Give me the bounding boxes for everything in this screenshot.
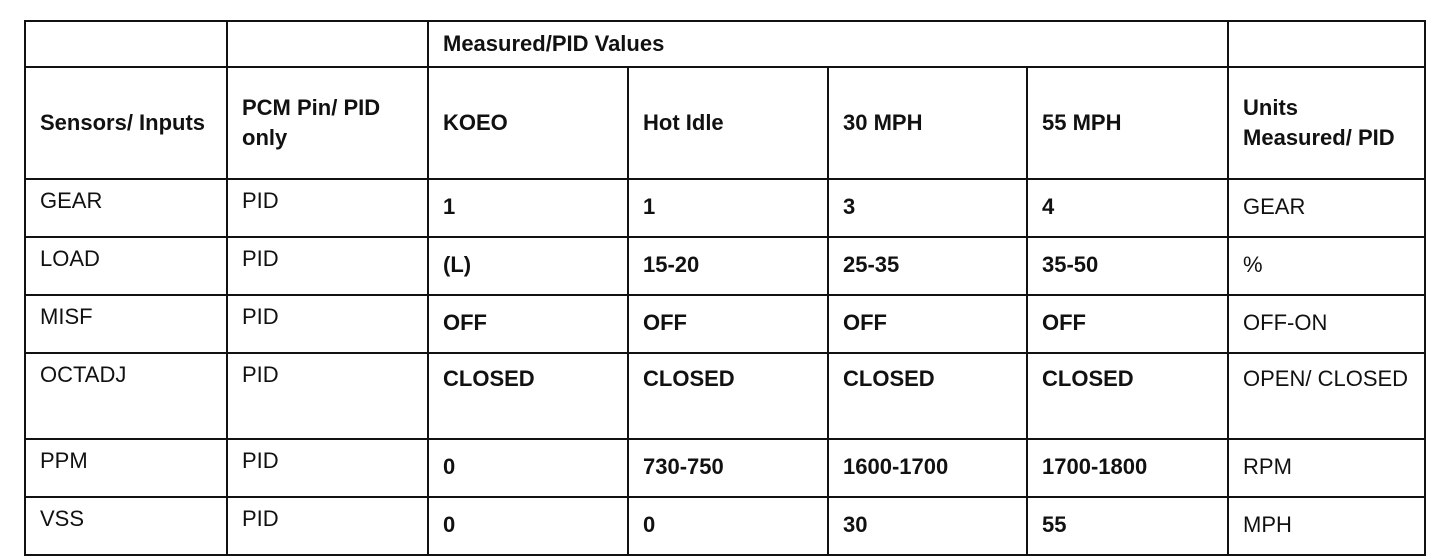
cell-55-mph: 4 <box>1027 179 1228 237</box>
empty-cell <box>1228 21 1425 67</box>
table-row <box>25 497 1425 555</box>
header-pcm-pin: PCM Pin/ PID only <box>227 67 428 179</box>
cell-hot-idle: 1 <box>628 179 828 237</box>
table-header-row <box>25 67 1425 179</box>
cell-koeo: 0 <box>428 497 628 555</box>
cell-units: RPM <box>1228 439 1425 497</box>
cell-units: % <box>1228 237 1425 295</box>
cell-hot-idle: 15-20 <box>628 237 828 295</box>
table-row <box>25 295 1425 353</box>
header-55-mph: 55 MPH <box>1027 67 1228 179</box>
cell-sensor: MISF <box>25 295 227 353</box>
cell-sensor: LOAD <box>25 237 227 295</box>
header-koeo: KOEO <box>428 67 628 179</box>
cell-hot-idle: 730-750 <box>628 439 828 497</box>
cell-koeo: 1 <box>428 179 628 237</box>
cell-koeo: 0 <box>428 439 628 497</box>
empty-cell <box>25 21 227 67</box>
cell-koeo: CLOSED <box>428 353 628 439</box>
table-row <box>25 237 1425 295</box>
pid-values-table <box>24 20 1426 556</box>
cell-pin: PID <box>227 179 428 237</box>
cell-30-mph: CLOSED <box>828 353 1027 439</box>
cell-units: GEAR <box>1228 179 1425 237</box>
cell-units: MPH <box>1228 497 1425 555</box>
cell-30-mph: 25-35 <box>828 237 1027 295</box>
cell-units: OPEN/ CLOSED <box>1228 353 1425 439</box>
cell-koeo: (L) <box>428 237 628 295</box>
cell-sensor: OCTADJ <box>25 353 227 439</box>
cell-pin: PID <box>227 439 428 497</box>
cell-pin: PID <box>227 237 428 295</box>
cell-55-mph: 35-50 <box>1027 237 1228 295</box>
table-row <box>25 439 1425 497</box>
cell-30-mph: OFF <box>828 295 1027 353</box>
cell-55-mph: 55 <box>1027 497 1228 555</box>
header-30-mph: 30 MPH <box>828 67 1027 179</box>
cell-30-mph: 1600-1700 <box>828 439 1027 497</box>
cell-hot-idle: 0 <box>628 497 828 555</box>
header-units: Units Measured/ PID <box>1228 67 1425 179</box>
cell-sensor: VSS <box>25 497 227 555</box>
cell-hot-idle: OFF <box>628 295 828 353</box>
table-row <box>25 353 1425 439</box>
cell-koeo: OFF <box>428 295 628 353</box>
group-header-measured-pid-values: Measured/PID Values <box>428 21 1228 67</box>
table-row <box>25 179 1425 237</box>
header-hot-idle: Hot Idle <box>628 67 828 179</box>
cell-sensor: PPM <box>25 439 227 497</box>
cell-units: OFF-ON <box>1228 295 1425 353</box>
cell-pin: PID <box>227 353 428 439</box>
cell-pin: PID <box>227 295 428 353</box>
header-sensors-inputs: Sensors/ Inputs <box>25 67 227 179</box>
cell-pin: PID <box>227 497 428 555</box>
cell-55-mph: OFF <box>1027 295 1228 353</box>
cell-sensor: GEAR <box>25 179 227 237</box>
cell-55-mph: CLOSED <box>1027 353 1228 439</box>
cell-hot-idle: CLOSED <box>628 353 828 439</box>
cell-30-mph: 30 <box>828 497 1027 555</box>
empty-cell <box>227 21 428 67</box>
cell-30-mph: 3 <box>828 179 1027 237</box>
table-group-header-row <box>25 21 1425 67</box>
cell-55-mph: 1700-1800 <box>1027 439 1228 497</box>
